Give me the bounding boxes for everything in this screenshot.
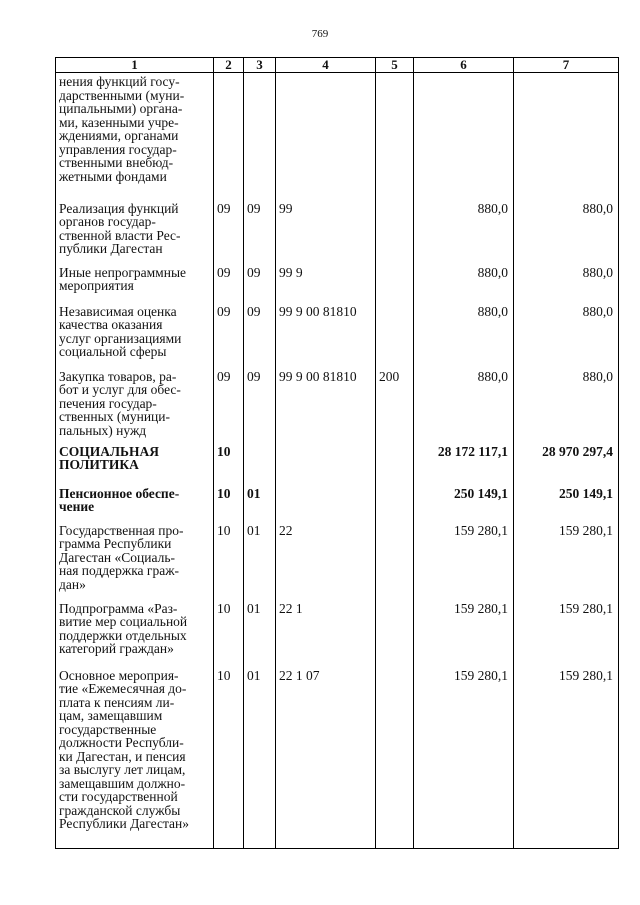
table-row xyxy=(56,600,619,667)
row-subsection-code: 01 xyxy=(244,522,276,600)
row-target-article-code: 99 9 00 81810 xyxy=(276,368,376,443)
row-section-code: 10 xyxy=(214,667,244,849)
row-target-article-code: 99 9 xyxy=(276,264,376,303)
row-target-article-code: 22 xyxy=(276,522,376,600)
table-row xyxy=(56,522,619,600)
column-number-6: 6 xyxy=(414,58,514,73)
row-target-article-code xyxy=(276,73,376,200)
row-section-code: 10 xyxy=(214,485,244,522)
row-subsection-code xyxy=(244,73,276,200)
row-target-article-code: 22 1 07 xyxy=(276,667,376,849)
row-description: Иные непрограммные мероприятия xyxy=(56,264,214,303)
row-description: Подпрограмма «Раз- витие мер социальной поддержки отдельных категорий граждан» xyxy=(56,600,214,667)
table-row xyxy=(56,264,619,303)
row-amount-year-1 xyxy=(414,73,514,200)
row-subsection-code: 09 xyxy=(244,368,276,443)
row-expense-type-code xyxy=(376,443,414,485)
column-number-1: 1 xyxy=(56,58,214,73)
row-section-code: 10 xyxy=(214,443,244,485)
row-amount-year-2 xyxy=(514,73,619,200)
row-section-code: 09 xyxy=(214,200,244,264)
row-expense-type-code xyxy=(376,200,414,264)
row-subsection-code: 09 xyxy=(244,303,276,368)
table-header-row xyxy=(56,58,619,73)
row-amount-year-2: 880,0 xyxy=(514,200,619,264)
table-row xyxy=(56,485,619,522)
row-subsection-code: 09 xyxy=(244,200,276,264)
row-section-code: 10 xyxy=(214,600,244,667)
row-subsection-code: 01 xyxy=(244,600,276,667)
row-section-code: 09 xyxy=(214,368,244,443)
row-description: Государственная про- грамма Республики Дагестан «Социаль- ная поддержка граж- дан» xyxy=(56,522,214,600)
row-section-code xyxy=(214,73,244,200)
row-subsection-code xyxy=(244,443,276,485)
row-target-article-code: 99 9 00 81810 xyxy=(276,303,376,368)
column-number-7: 7 xyxy=(514,58,619,73)
table-row xyxy=(56,303,619,368)
table-row xyxy=(56,443,619,485)
row-description: Пенсионное обеспе- чение xyxy=(56,485,214,522)
row-target-article-code xyxy=(276,485,376,522)
row-target-article-code: 99 xyxy=(276,200,376,264)
table-row xyxy=(56,667,619,849)
row-amount-year-2: 159 280,1 xyxy=(514,667,619,849)
row-subsection-code: 01 xyxy=(244,485,276,522)
row-description: Независимая оценка качества оказания услуг организациями социальной сферы xyxy=(56,303,214,368)
row-amount-year-1: 159 280,1 xyxy=(414,522,514,600)
column-number-4: 4 xyxy=(276,58,376,73)
row-expense-type-code xyxy=(376,600,414,667)
row-amount-year-1: 880,0 xyxy=(414,303,514,368)
row-amount-year-1: 880,0 xyxy=(414,264,514,303)
row-description: нения функций госу- дарственными (муни- ципальными) органа- ми, казенными учре- ждениями, органами управления государ- ственными внебюд- жетными фондами xyxy=(56,73,214,200)
row-section-code: 10 xyxy=(214,522,244,600)
row-section-code: 09 xyxy=(214,264,244,303)
row-amount-year-1: 250 149,1 xyxy=(414,485,514,522)
row-description: Реализация функций органов государ- ственной власти Рес- публики Дагестан xyxy=(56,200,214,264)
row-target-article-code xyxy=(276,443,376,485)
table-body xyxy=(56,73,619,849)
column-number-5: 5 xyxy=(376,58,414,73)
row-amount-year-1: 159 280,1 xyxy=(414,667,514,849)
row-amount-year-1: 159 280,1 xyxy=(414,600,514,667)
document-page xyxy=(55,57,618,847)
row-description: Закупка товаров, ра- бот и услуг для обес- печения государ- ственных (муници- пальных) нужд xyxy=(56,368,214,443)
row-amount-year-2: 880,0 xyxy=(514,303,619,368)
table-row xyxy=(56,73,619,200)
row-amount-year-2: 880,0 xyxy=(514,264,619,303)
row-amount-year-2: 159 280,1 xyxy=(514,600,619,667)
row-description: Основное мероприя- тие «Ежемесячная до- плата к пенсиям ли- цам, замещавшим государственные должности Республи- ки Дагестан, и пенсия за выслугу лет лицам, замещавшим должно- сти государственной гражданской службы Республики Дагестан» xyxy=(56,667,214,849)
row-expense-type-code xyxy=(376,667,414,849)
row-description: СОЦИАЛЬНАЯ ПОЛИТИКА xyxy=(56,443,214,485)
row-amount-year-1: 880,0 xyxy=(414,368,514,443)
row-subsection-code: 09 xyxy=(244,264,276,303)
page-number: 769 xyxy=(311,28,329,40)
column-number-3: 3 xyxy=(244,58,276,73)
row-amount-year-2: 250 149,1 xyxy=(514,485,619,522)
table-row xyxy=(56,200,619,264)
row-amount-year-1: 880,0 xyxy=(414,200,514,264)
row-expense-type-code xyxy=(376,522,414,600)
column-number-2: 2 xyxy=(214,58,244,73)
row-expense-type-code: 200 xyxy=(376,368,414,443)
row-amount-year-1: 28 172 117,1 xyxy=(414,443,514,485)
row-target-article-code: 22 1 xyxy=(276,600,376,667)
row-expense-type-code xyxy=(376,485,414,522)
row-subsection-code: 01 xyxy=(244,667,276,849)
row-section-code: 09 xyxy=(214,303,244,368)
row-expense-type-code xyxy=(376,303,414,368)
table-row xyxy=(56,368,619,443)
row-amount-year-2: 880,0 xyxy=(514,368,619,443)
row-amount-year-2: 28 970 297,4 xyxy=(514,443,619,485)
row-expense-type-code xyxy=(376,73,414,200)
budget-table xyxy=(55,57,619,849)
row-amount-year-2: 159 280,1 xyxy=(514,522,619,600)
row-expense-type-code xyxy=(376,264,414,303)
